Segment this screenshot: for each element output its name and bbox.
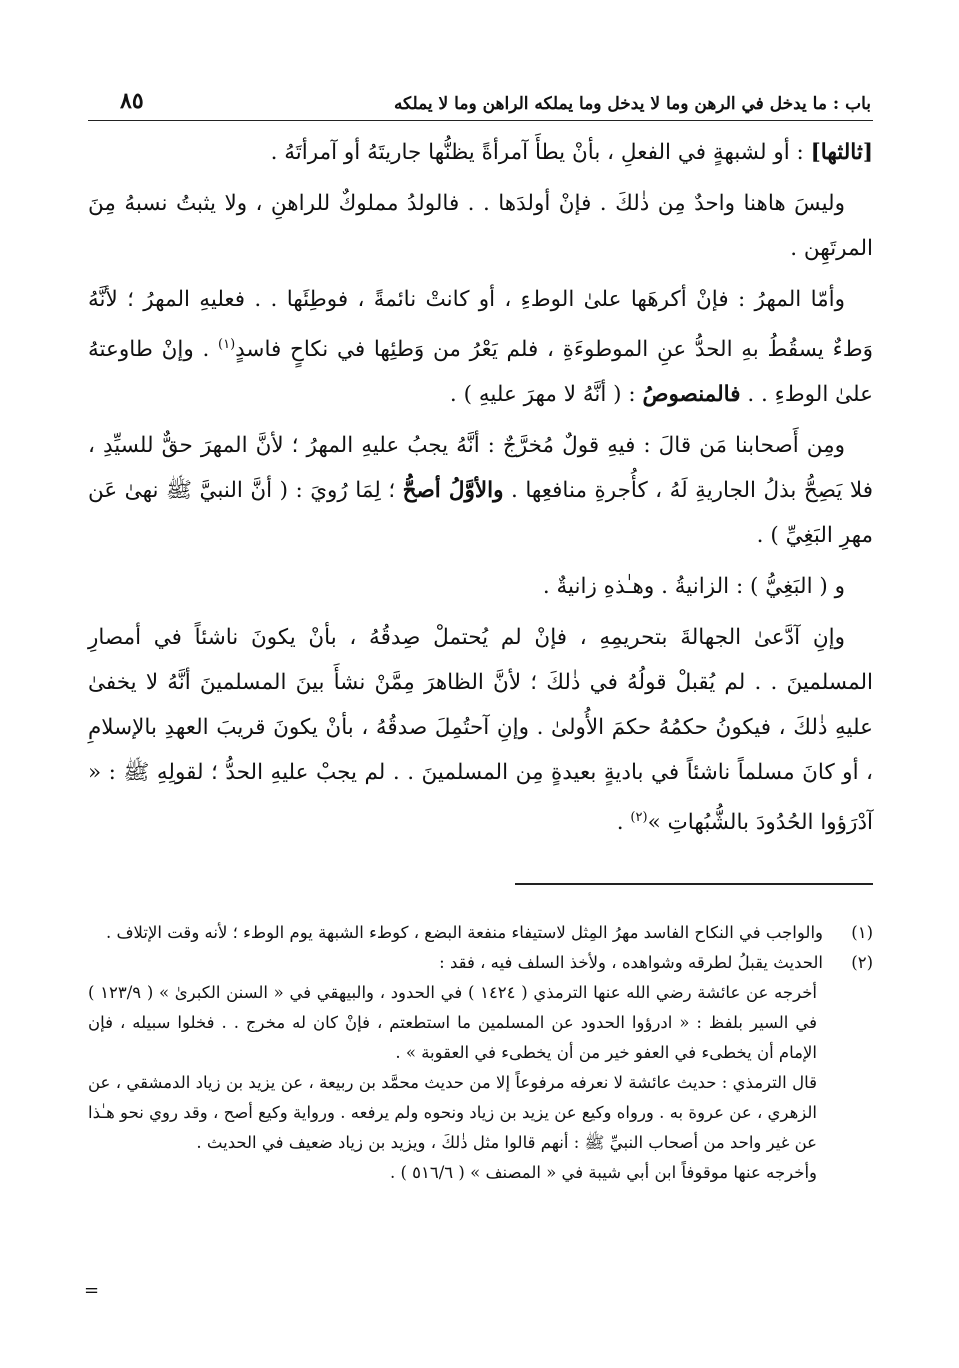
paragraph-6 [88,615,873,845]
page-number: ٨٥ [120,88,144,114]
footnote-number: (٢) [851,953,873,972]
paragraph-4-bold: والأوَّلُ أصحُّ [402,478,504,504]
paragraph-3-bold: فالمنصوصُ [642,382,741,408]
paragraph-6-part-b: . [616,810,631,836]
footnote-2-detail-1: أخرجه عن عائشة رضي الله عنها الترمذي ( ١٤٢٤ ) في الحدود ، والبيهقي في « السنن الكبرىٰ » ( ١٢٣/٩ ) في السير بلفظ : « ادرؤوا الحدود عن المسلمين ما استطعتم ، فإنْ كان له مخرج . . فخلوا سبيله ، فإن الإمام أن يخطىء في العفو خير من أن يخطىء في العقوبة » . [88,983,818,1062]
continuation-mark: = [84,1280,100,1301]
paragraph-3-part-c: : ( أنَّهُ لا مهرَ عليهِ ) . [449,382,643,408]
paragraph-4-part-a: ومِن أَصحابنا مَن قالَ : فيهِ قولٌ مُخرَّجٌ : أنَّهُ يجبُ عليهِ المهرُ ؛ لأنَّ المهرَ حقٌّ للسيِّدِ ، فلا يَصِحُّ بذلُ الجاريةِ لَهُ ، كأُجرةِ منافعِها . [88,433,873,504]
page-header [120,78,871,114]
paragraph-2: وليسَ هاهنا واحدٌ مِن ذٰلكَ . فإنْ أولدَها . . فالولدُ مملوكٌ للراهنِ ، ولا يثبتُ نسبهُ مِنَ المرتَهِن . [88,191,873,261]
section-label: [ثالثها] [810,140,873,165]
footnote-ref-1[interactable]: (١) [218,337,236,352]
footnote-number: (١) [851,923,873,942]
footnotes [88,918,873,1188]
footnote-rule [515,883,873,885]
paragraph-5: و ( البَغِيُّ ) : الزانيةُ . وهـٰذهِ زانيةٌ . [542,574,845,600]
footnote-ref-2[interactable]: (٢) [630,810,648,826]
footnote-1 [88,918,873,948]
paragraph-1 [88,130,873,175]
paragraph-4 [88,423,873,558]
paragraph-3 [88,277,873,417]
footnote-2-detail-3: وأخرجه عنها موقوفاً ابن أبي شيبة في « المصنف » ( ٥١٦/٦ ) . [389,1163,817,1182]
running-title: باب : ما يدخل في الرهن وما لا يدخل وما يملكه الراهن وما لا يملكه [393,94,871,114]
footnote-text: الحديث يقبلُ لطرقه وشواهده ، ولأخذ السلف فيه ، فقد : [439,953,823,972]
header-rule [88,120,873,121]
paragraph-6-part-a: وإنِ آدَّعىٰ الجهالةَ بتحريمِهِ ، فإنْ لم يُحتملْ صِدقُهُ ، بأنْ يكونَ ناشئاً في أمصارِ المسلمينَ . . لم يُقبلْ قولُهُ في ذٰلكَ ؛ لأنَّ الظاهرَ مِمَّنْ نشأَ بينَ المسلمينَ أنَّهُ لا يخفىٰ عليهِ ذٰلكَ ، فيكونُ حكمُهُ حكمَ الأُولىٰ . وإنِ آحتُمِلَ صدقُهُ ، بأنْ يكونَ قريبَ العهدِ بالإسلامِ ، أو كانَ مسلماً ناشئاً في باديةٍ بعيدةٍ مِن المسلمينَ . . لم يجبْ عليهِ الحدُّ ؛ لقولِهِ ﷺ : « آدْرَؤوا الحُدُودَ بالشُّبُهاتِ » [88,625,873,836]
main-text [88,130,873,851]
paragraph-1-text: : أو لشبهةٍ في الفعلِ ، بأنْ يطأَ آمرأةً يظنُّها جاريتَهُ أو آمرأتَهُ . [270,140,811,165]
paragraph-3-part-b: . وإنْ طاوعتهُ علىٰ الوطءِ . . [88,337,873,408]
paragraph-4-part-b: ؛ لِمَا رُويَ : ( أنَّ النبيَّ ﷺ نهىٰ عَن مهرِ البَغِيِّ ) . [88,478,873,549]
paragraph-3-part-a: وأمّا المهرُ : فإنْ أكرهَها علىٰ الوطءِ ، أو كانتْ نائمةً ، فوطِئَها . . فعليهِ المهرُ ؛ لأنَّهُ وَطءٌ يسقُطُ بهِ الحدُّ عنِ الموطوءَةِ ، فلم يَعْرُ من وَطئِها في نكاحٍ فاسدٍ [88,287,873,363]
footnote-2 [88,948,873,978]
footnote-2-detail-2: قال الترمذي : حديث عائشة لا نعرفه مرفوعاً إلا من حديث محمَّد بن ربيعة ، عن يزيد بن زياد الدمشقي ، عن الزهري ، عن عروة به . ورواه وكيع عن يزيد بن زياد ونحوه ولم يرفعه . ورواية وكيع أصح ، وقد روي نحو هـٰذا عن غير واحد من أصحاب النبيِّ ﷺ : أنهم قالوا مثل ذٰلكَ ، ويزيد بن زياد ضعيف في الحديث . [88,1073,817,1152]
footnote-2-details [88,978,873,1188]
footnote-text: والواجب في النكاح الفاسد مهرُ المِثل لاستيفاء منفعة البضع ، كوطء الشبهة يوم الوطء ؛ لأنه وقت الإتلاف . [105,923,823,942]
